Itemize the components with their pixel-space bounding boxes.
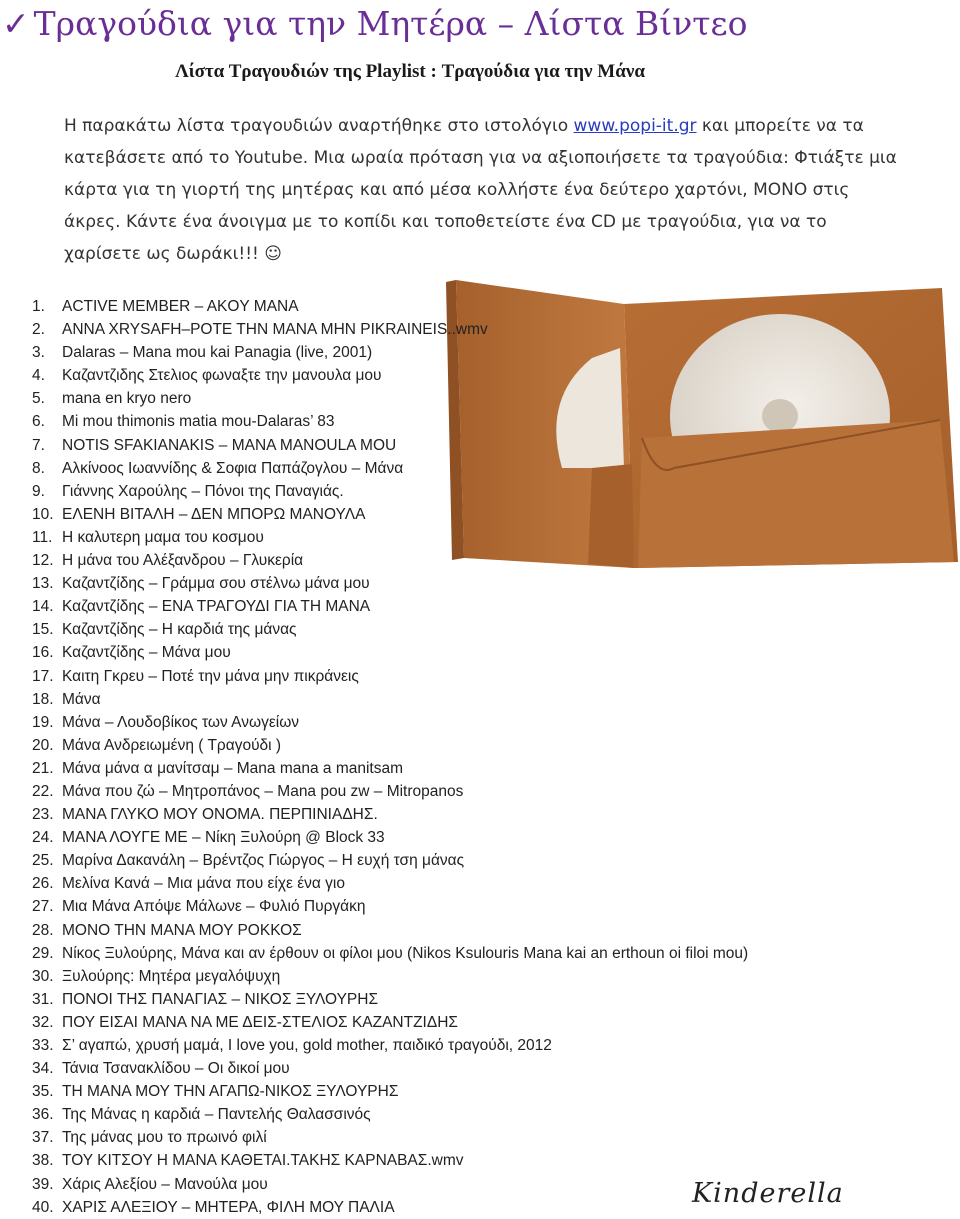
song-title: ΠΟΝΟΙ ΤΗΣ ΠΑΝΑΓΙΑΣ – ΝΙΚΟΣ ΞΥΛΟΥΡΗΣ — [62, 990, 379, 1008]
song-list-item — [32, 641, 748, 664]
song-number: 34. — [32, 1060, 54, 1078]
song-number: 20. — [32, 736, 54, 754]
song-list-item — [32, 757, 748, 780]
song-title: Dalaras – Mana mou kai Panagia (live, 2001) — [62, 344, 373, 362]
song-title: Σ’ αγαπώ, χρυσή μαμά, I love you, gold mother, παιδικό τραγούδι, 2012 — [62, 1037, 552, 1054]
intro-part2: και μπορείτε να τα κατεβάσετε από το Youtube. Μια ωραία πρόταση για να αξιοποιήσετε τα τραγούδια: Φτιάξτε μια κάρτα για τη γιορτή της μητέρας και από μέσα κολλήστε ένα δεύτερο χαρτόνι, ΜΟΝΟ στις άκρες. Κάντε ένα άνοιγμα με το κοπίδι και τοποθετείστε ένα CD με τραγούδια, για να το χαρίσετε ως δωράκι!!! ☺ — [64, 116, 897, 264]
song-title: Καζαντζίδης – ΕΝΑ ΤΡΑΓΟΥΔΙ ΓΙΑ ΤΗ ΜΑΝΑ — [62, 598, 371, 616]
song-number: 26. — [32, 875, 54, 893]
song-number: 31. — [32, 990, 54, 1008]
intro-paragraph — [0, 110, 900, 270]
song-title: Μια Μάνα Απόψε Μάλωνε – Φυλιό Πυργάκη — [62, 898, 366, 916]
song-number: 17. — [32, 667, 54, 685]
song-list-item — [32, 364, 748, 387]
song-number: 39. — [32, 1175, 54, 1193]
song-number: 14. — [32, 598, 54, 616]
song-number: 32. — [32, 1013, 54, 1031]
song-title: Ξυλούρης: Μητέρα μεγαλόψυχη — [62, 967, 281, 985]
blog-link[interactable]: www.popi-it.gr — [573, 116, 697, 136]
song-title: ΤΗ ΜΑΝΑ ΜΟΥ ΤΗΝ ΑΓΑΠΩ-ΝΙΚΟΣ ΞΥΛΟΥΡΗΣ — [62, 1083, 399, 1101]
song-title: Μάνα Ανδρειωμένη ( Τραγούδι ) — [62, 736, 282, 754]
song-list-item — [32, 1196, 748, 1219]
song-title: Καζαντζίδης – Η καρδιά της μάνας — [62, 621, 297, 639]
song-title: Mi mou thimonis matia mou-Dalaras’ 83 — [62, 413, 335, 431]
song-title: Καζαντζίδης – Γράμμα σου στέλνω μάνα μου — [62, 575, 370, 593]
song-title: Καιτη Γκρευ – Ποτέ την μάνα μην πικράνεις — [62, 667, 359, 685]
song-title: Γιάννης Χαρούλης – Πόνοι της Παναγιάς. — [62, 482, 344, 500]
song-list-item — [32, 826, 748, 849]
song-list-item — [32, 1080, 748, 1103]
song-list-item — [32, 434, 748, 457]
song-number: 3. — [32, 344, 45, 362]
song-number: 8. — [32, 459, 45, 477]
song-title: Τάνια Τσανακλίδου – Οι δικοί μου — [62, 1060, 290, 1078]
song-list-item — [32, 872, 748, 895]
song-number: 37. — [32, 1129, 54, 1147]
song-number: 15. — [32, 621, 54, 639]
song-title: Της Μάνας η καρδιά – Παντελής Θαλασσινός — [62, 1106, 371, 1124]
song-list-item — [32, 595, 748, 618]
song-number: 30. — [32, 967, 54, 985]
song-number: 40. — [32, 1198, 54, 1216]
song-number: 19. — [32, 713, 54, 731]
song-number: 29. — [32, 944, 54, 962]
song-number: 11. — [32, 528, 53, 546]
song-list-item — [32, 526, 748, 549]
song-title: ANNA XRYSAFH–POTE THN MANA MHN PIKRAINEIS..wmv — [62, 321, 488, 339]
page-title-text: Τραγούδια για την Μητέρα – Λίστα Βίντεο — [33, 4, 748, 43]
intro-text — [0, 110, 900, 270]
song-list-item — [32, 895, 748, 918]
song-list-item — [32, 780, 748, 803]
song-number: 33. — [32, 1037, 54, 1054]
song-list-item — [32, 988, 748, 1011]
song-number: 6. — [32, 413, 45, 431]
song-list-item — [32, 665, 748, 688]
signature: Kinderella — [692, 1178, 844, 1209]
song-list-item — [32, 919, 748, 942]
song-list-item — [32, 942, 748, 965]
song-list-item — [32, 803, 748, 826]
song-title: Μάνα — [62, 690, 101, 708]
song-title: Καζαντζιδης Στελιος φωναξτε την μανουλα μου — [62, 367, 382, 385]
cd-hub — [762, 399, 798, 433]
song-number: 4. — [32, 367, 45, 385]
song-title: ΜΑΝΑ ΓΛΥΚΟ ΜΟΥ ΟΝΟΜΑ. ΠΕΡΠΙΝΙΑΔΗΣ. — [62, 806, 378, 824]
song-number: 36. — [32, 1106, 54, 1124]
song-number: 16. — [32, 644, 54, 662]
song-number: 5. — [32, 390, 45, 408]
song-number: 22. — [32, 782, 54, 800]
song-number: 9. — [32, 482, 45, 500]
song-list-item — [32, 618, 748, 641]
song-list-item — [32, 1103, 748, 1126]
song-list-item — [32, 572, 748, 595]
song-number: 27. — [32, 898, 54, 916]
song-list-item — [32, 1034, 748, 1057]
song-number: 38. — [32, 1152, 54, 1170]
song-number: 18. — [32, 690, 54, 708]
song-list-item — [32, 457, 748, 480]
song-title: mana en kryo nero — [62, 390, 192, 408]
song-title: Της μάνας μου το πρωινό φιλί — [62, 1129, 267, 1147]
song-title: Χάρις Αλεξίου – Μανούλα μου — [62, 1175, 268, 1193]
song-title: Μαρίνα Δακανάλη – Βρέντζος Γιώργος – Η ευχή τση μάνας — [62, 852, 465, 870]
song-list-item — [32, 711, 748, 734]
song-list-item — [32, 688, 748, 711]
song-number: 10. — [32, 505, 54, 523]
song-title: Αλκίνοος Ιωαννίδης & Σοφια Παπάζογλου – Μάνα — [62, 459, 404, 477]
song-list-item — [32, 1173, 748, 1196]
song-list-item — [32, 341, 748, 364]
song-list-item — [32, 410, 748, 433]
song-title: ΜΑΝΑ ΛΟΥΓΕ ΜΕ – Νίκη Ξυλούρη @ Block 33 — [62, 829, 385, 847]
song-title: Η μάνα του Αλέξανδρου – Γλυκερία — [62, 552, 304, 570]
song-title: NOTIS SFAKIANAKIS – MANA MANOULA MOU — [62, 436, 397, 454]
song-list-item — [32, 849, 748, 872]
song-list-item — [32, 295, 748, 318]
song-number: 1. — [32, 298, 45, 315]
page-title — [2, 4, 747, 44]
song-title: Μάνα που ζώ – Μητροπάνος – Mana pou zw – Mitropanos — [62, 782, 464, 800]
song-list-item — [32, 1149, 748, 1172]
song-number: 13. — [32, 575, 54, 593]
song-list-item — [32, 480, 748, 503]
song-list-item — [32, 1057, 748, 1080]
song-list-item — [32, 318, 748, 341]
song-number: 25. — [32, 852, 54, 870]
song-number: 24. — [32, 829, 54, 847]
song-list-item — [32, 1011, 748, 1034]
song-number: 35. — [32, 1083, 54, 1101]
song-title: ΜΟΝΟ ΤΗΝ ΜΑΝΑ ΜΟΥ ΡΟΚΚΟΣ — [62, 921, 302, 939]
song-title: ΧΑΡΙΣ ΑΛΕΞΙΟΥ – ΜΗΤΕΡΑ, ΦΙΛΗ ΜΟΥ ΠΑΛΙΑ — [62, 1198, 395, 1216]
song-title: ACTIVE MEMBER – AKOY MANA — [62, 298, 299, 315]
playlist-subtitle: Λίστα Τραγουδιών της Playlist : Τραγούδια για την Μάνα — [175, 61, 645, 82]
song-list-item — [32, 1126, 748, 1149]
song-title: Νίκος Ξυλούρης, Μάνα και αν έρθουν οι φίλοι μου (Nikos Ksulouris Mana kai an erthoun oi filoi mou) — [62, 944, 749, 962]
song-number: 23. — [32, 806, 54, 824]
intro-part1: Η παρακάτω λίστα τραγουδιών αναρτήθηκε στο ιστολόγιο — [64, 116, 574, 136]
song-list-item — [32, 387, 748, 410]
song-list-item — [32, 734, 748, 757]
song-title: Καζαντζίδης – Μάνα μου — [62, 644, 231, 662]
song-list — [32, 295, 748, 1219]
song-title: Η καλυτερη μαμα του κοσμου — [62, 528, 264, 546]
song-list-item — [32, 549, 748, 572]
song-number: 2. — [32, 321, 45, 339]
song-title: Μελίνα Κανά – Μια μάνα που είχε ένα γιο — [62, 875, 345, 893]
song-title: ΕΛΕΝΗ ΒΙΤΑΛΗ – ΔΕΝ ΜΠΟΡΩ ΜΑΝΟΥΛΑ — [62, 505, 366, 523]
song-number: 28. — [32, 921, 54, 939]
song-title: Μάνα – Λουδοβίκος των Ανωγείων — [62, 713, 300, 731]
checkmark-icon: ✓ — [2, 4, 30, 43]
song-title: ΤΟΥ ΚΙΤΣΟΥ Η ΜΑΝΑ ΚΑΘΕΤΑΙ.ΤΑΚΗΣ ΚΑΡΝΑΒΑΣ.wmv — [62, 1152, 464, 1170]
song-title: Μάνα μάνα α μανίτσαμ – Mana mana a manitsam — [62, 759, 404, 777]
song-number: 12. — [32, 552, 54, 570]
song-list-item — [32, 503, 748, 526]
song-title: ΠΟΥ ΕΙΣΑΙ ΜΑΝΑ ΝΑ ΜΕ ΔΕΙΣ-ΣΤΕΛΙΟΣ ΚΑΖΑΝΤΖΙΔΗΣ — [62, 1013, 458, 1031]
song-list-item — [32, 965, 748, 988]
song-number: 21. — [32, 759, 54, 777]
song-number: 7. — [32, 436, 45, 454]
